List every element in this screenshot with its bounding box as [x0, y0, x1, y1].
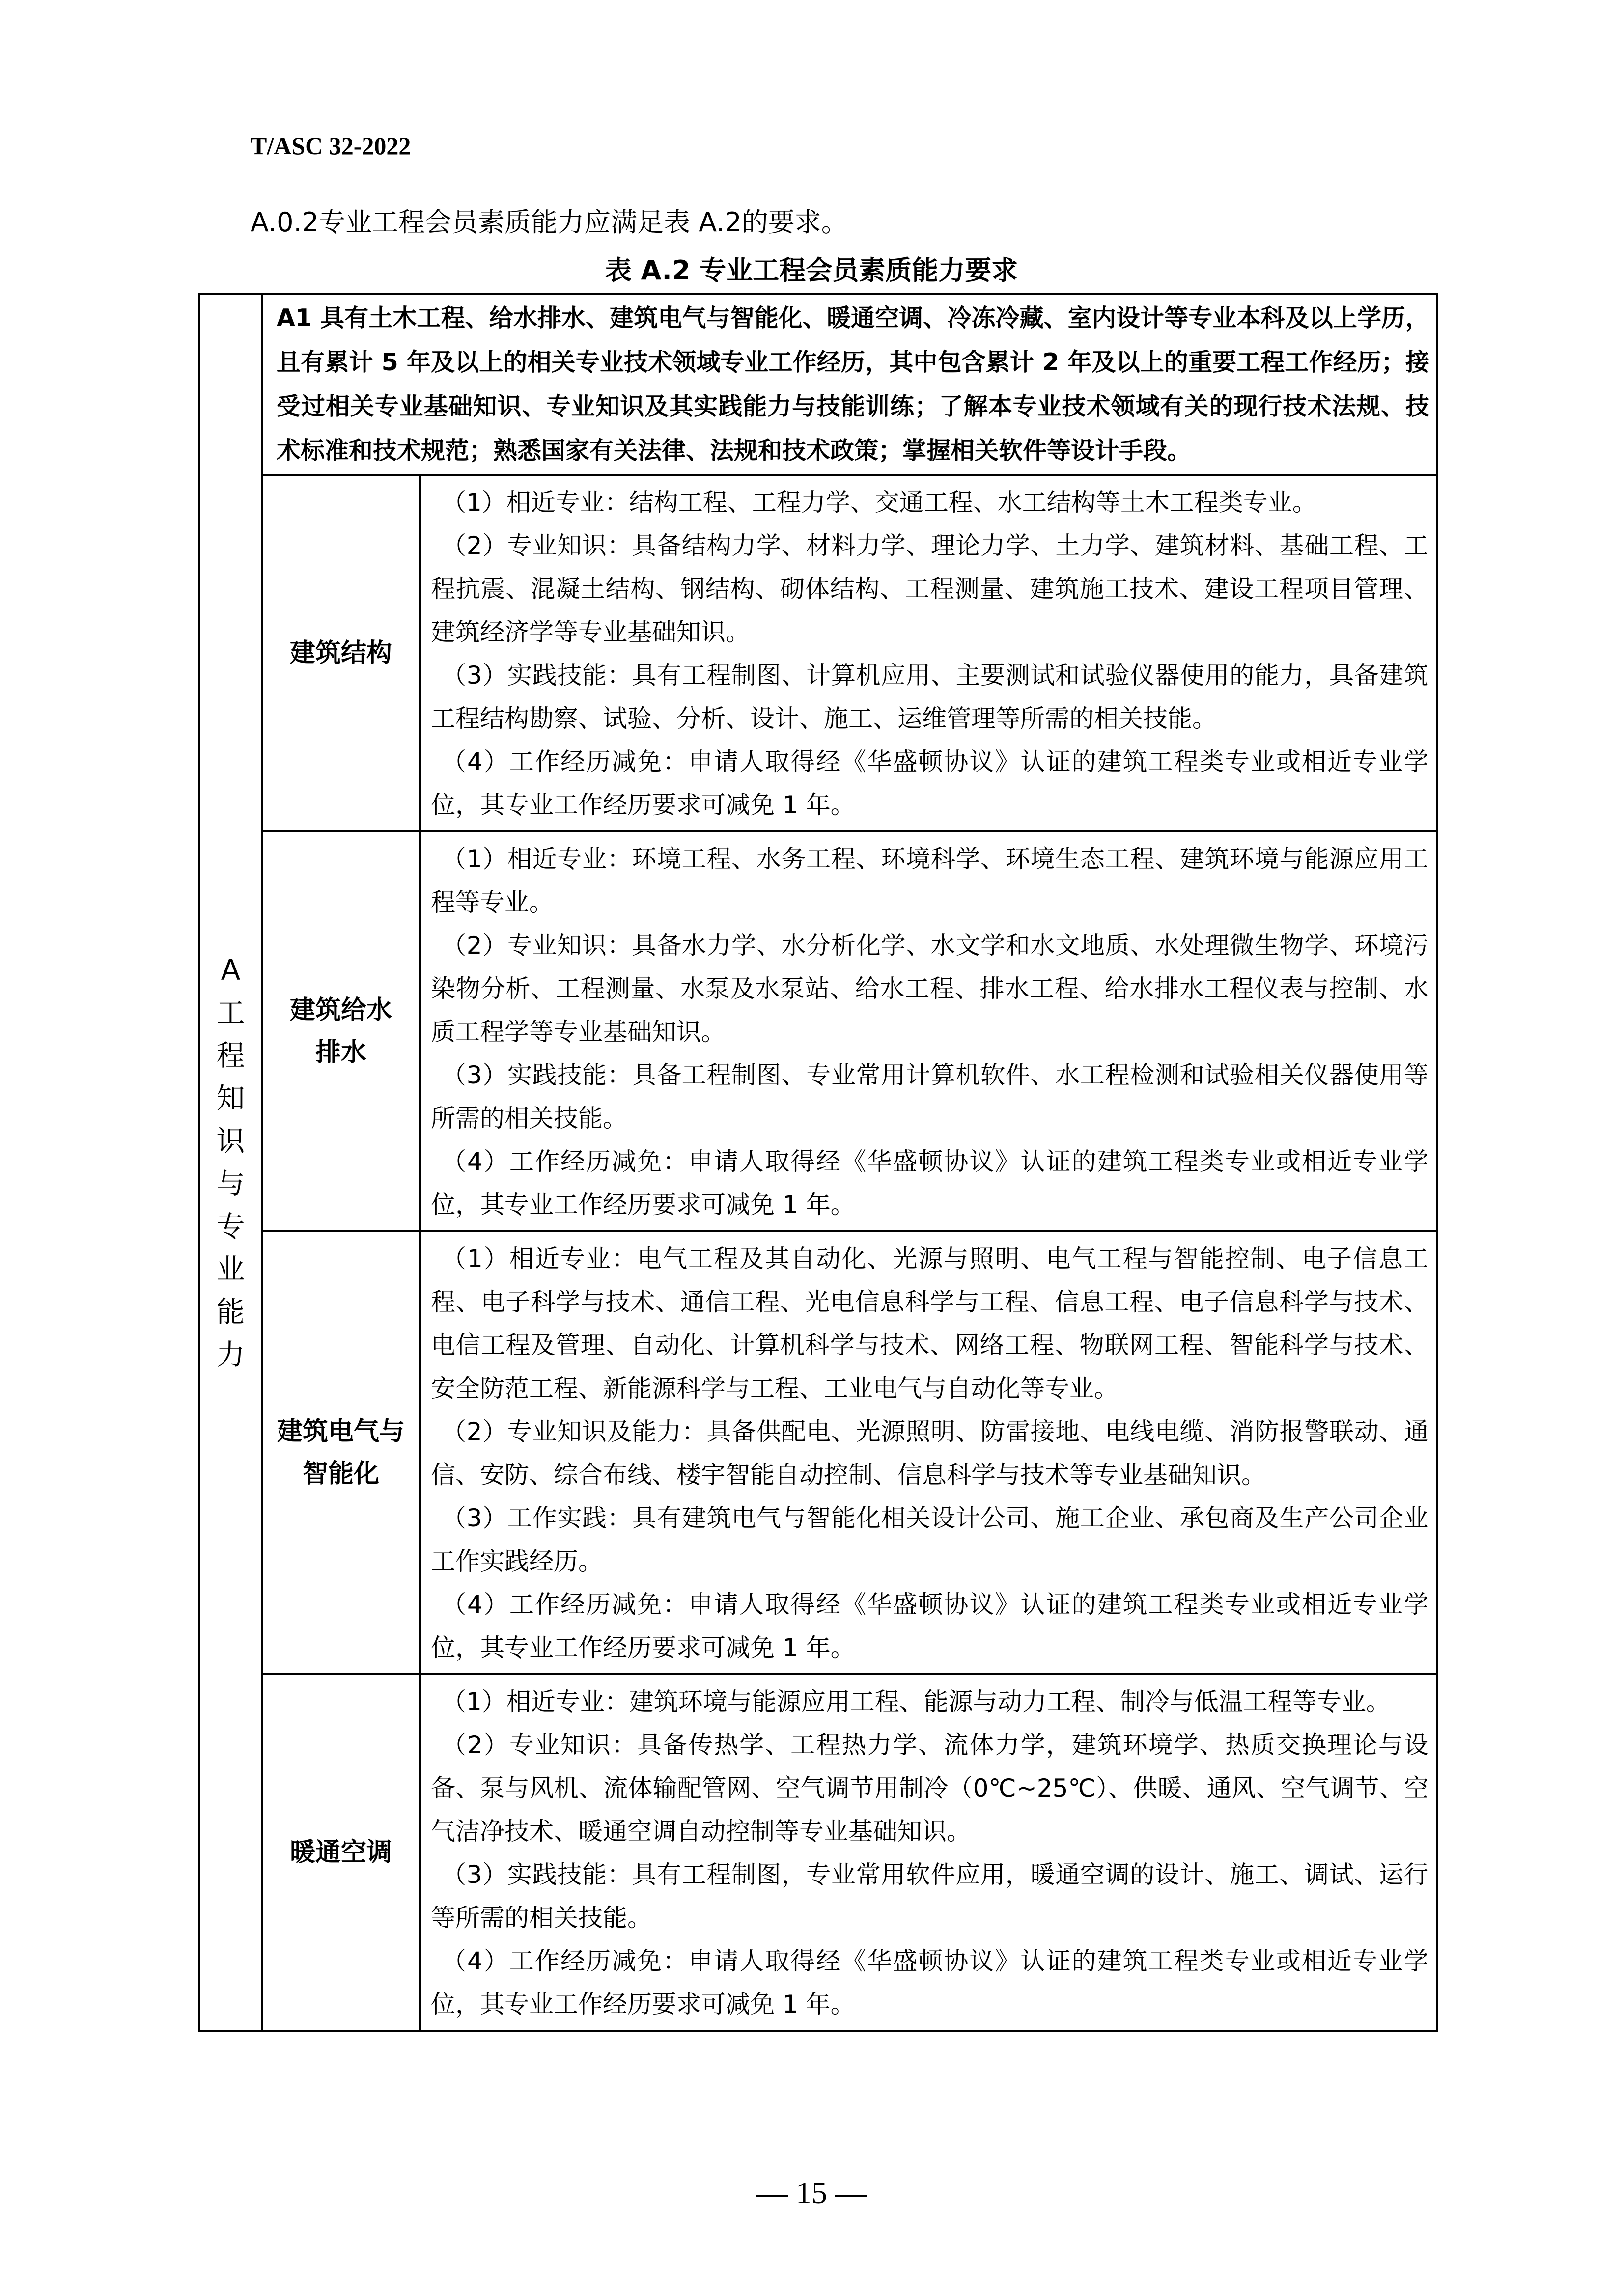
discipline-name [262, 831, 420, 1231]
discipline-name-line: 建筑给水 [289, 996, 392, 1025]
list-item: （2）专业知识及能力：具备供配电、光源照明、防雷接地、电线电缆、消防报警联动、通信、安防、综合布线、楼宇智能自动控制、信息科学与技术等专业基础知识。 [431, 1417, 1428, 1489]
discipline-name [262, 1674, 420, 2031]
category-char: 业 [216, 1252, 245, 1286]
discipline-name-line: 智能化 [302, 1459, 379, 1489]
discipline-items [420, 831, 1437, 1231]
list-item: （2）专业知识：具备结构力学、材料力学、理论力学、土力学、建筑材料、基础工程、工程抗震、混凝土结构、钢结构、砌体结构、工程测量、建筑施工技术、建设工程项目管理、建筑经济学等专业基础知识。 [431, 531, 1428, 646]
list-item: （1）相近专业：建筑环境与能源应用工程、能源与动力工程、制冷与低温工程等专业。 [442, 1687, 1391, 1716]
list-item: （4）工作经历减免：申请人取得经《华盛顿协议》认证的建筑工程类专业或相近专业学位，其专业工作经历要求可减免 1 年。 [431, 1947, 1428, 2019]
table-caption: 表 A.2 专业工程会员素质能力要求 [605, 255, 1018, 286]
page-number: — 15 — [756, 2175, 867, 2210]
list-item: （1）相近专业：电气工程及其自动化、光源与照明、电气工程与智能控制、电子信息工程、电子科学与技术、通信工程、光电信息科学与工程、信息工程、电子信息科学与技术、电信工程及管理、自动化、计算机科学与技术、网络工程、物联网工程、智能科学与技术、安全防范工程、新能源科学与工程、工业电气与自动化等专业。 [431, 1245, 1428, 1403]
discipline-name-line: 排水 [315, 1038, 366, 1067]
discipline-items [420, 1674, 1437, 2031]
list-item: （3）实践技能：具备工程制图、专业常用计算机软件、水工程检测和试验相关仪器使用等所需的相关技能。 [431, 1061, 1428, 1133]
discipline-name [262, 1231, 420, 1674]
category-char: 能 [216, 1295, 245, 1328]
table-row [199, 831, 1437, 1231]
category-cell [199, 294, 262, 2031]
document-code: T/ASC 32-2022 [251, 132, 411, 160]
list-item: （4）工作经历减免：申请人取得经《华盛顿协议》认证的建筑工程类专业或相近专业学位，其专业工作经历要求可减免 1 年。 [431, 747, 1428, 819]
list-item: （4）工作经历减免：申请人取得经《华盛顿协议》认证的建筑工程类专业或相近专业学位，其专业工作经历要求可减免 1 年。 [431, 1590, 1428, 1662]
category-char: 与 [216, 1167, 245, 1200]
category-label [200, 949, 261, 1376]
table-row [199, 1674, 1437, 2031]
category-char: 知 [216, 1081, 245, 1115]
requirements-table [198, 293, 1438, 2032]
list-item: （1）相近专业：结构工程、工程力学、交通工程、水工结构等土木工程类专业。 [442, 488, 1317, 517]
list-item: （3）工作实践：具有建筑电气与智能化相关设计公司、施工企业、承包商及生产公司企业工作实践经历。 [431, 1504, 1428, 1576]
category-char: A [221, 953, 241, 987]
list-item: （2）专业知识：具备水力学、水分析化学、水文学和水文地质、水处理微生物学、环境污染物分析、工程测量、水泵及水泵站、给水工程、排水工程、给水排水工程仪表与控制、水质工程学等专业基础知识。 [431, 931, 1428, 1046]
category-char: 专 [216, 1210, 245, 1243]
category-char: 识 [216, 1124, 245, 1158]
discipline-name-line: 建筑电气与 [277, 1417, 405, 1446]
category-char: 力 [216, 1338, 245, 1371]
discipline-items [420, 1231, 1437, 1674]
category-char: 程 [216, 1039, 245, 1072]
table-row [199, 1231, 1437, 1674]
list-item: （3）实践技能：具有工程制图、计算机应用、主要测试和试验仪器使用的能力，具备建筑工程结构勘察、试验、分析、设计、施工、运维管理等所需的相关技能。 [431, 661, 1428, 733]
discipline-name-line: 建筑结构 [289, 638, 392, 668]
discipline-items [420, 475, 1437, 831]
list-item: （3）实践技能：具有工程制图，专业常用软件应用，暖通空调的设计、施工、调试、运行等所需的相关技能。 [431, 1860, 1428, 1932]
list-item: （1）相近专业：环境工程、水务工程、环境科学、环境生态工程、建筑环境与能源应用工程等专业。 [431, 845, 1428, 916]
a1-requirement-cell: A1 具有土木工程、给水排水、建筑电气与智能化、暖通空调、冷冻冷藏、室内设计等专业本科及以上学历，且有累计 5 年及以上的相关专业技术领域专业工作经历，其中包含累计 2 年及以上的重要工程工作经历；接受过相关专业基础知识、专业知识及其实践能力与技能训练；了解本专业技术领域有关的现行技术法规、技术标准和技术规范；熟悉国家有关法律、法规和技术政策；掌握相关软件等设计手段。 [262, 294, 1437, 475]
table-row [199, 475, 1437, 831]
list-item: （4）工作经历减免：申请人取得经《华盛顿协议》认证的建筑工程类专业或相近专业学位，其专业工作经历要求可减免 1 年。 [431, 1147, 1428, 1219]
table-row [199, 294, 1437, 475]
clause-text: A.0.2专业工程会员素质能力应满足表 A.2的要求。 [251, 207, 848, 238]
list-item: （2）专业知识：具备传热学、工程热力学、流体力学，建筑环境学、热质交换理论与设备、泵与风机、流体输配管网、空气调节用制冷（0℃~25℃）、供暖、通风、空气调节、空气洁净技术、暖通空调自动控制等专业基础知识。 [431, 1731, 1428, 1846]
discipline-name-line: 暖通空调 [289, 1838, 392, 1867]
discipline-name [262, 475, 420, 831]
category-char: 工 [216, 996, 245, 1029]
